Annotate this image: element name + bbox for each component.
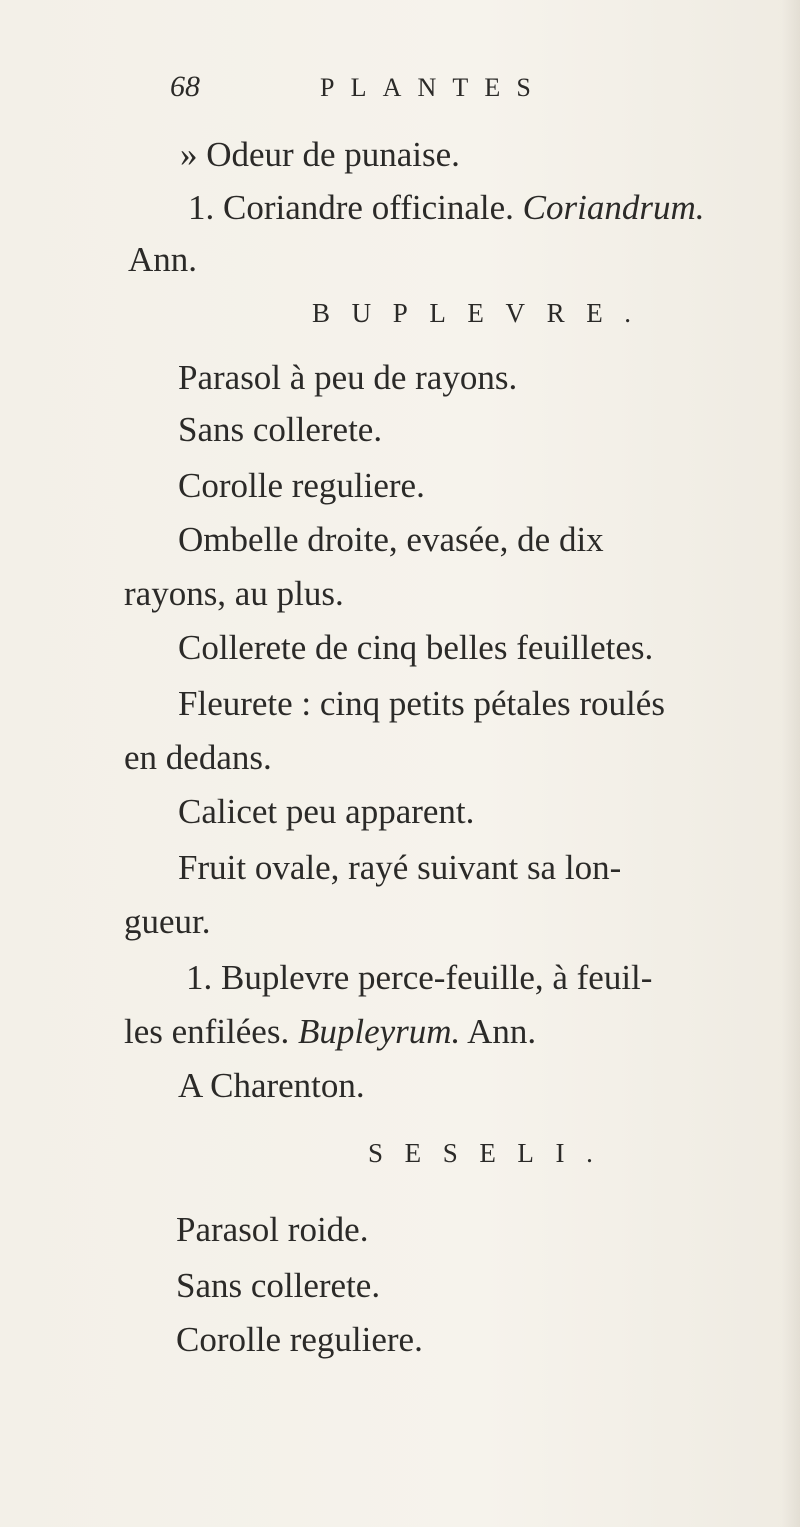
text-line — [124, 1012, 536, 1052]
text-line: Parasol à peu de rayons. — [178, 358, 518, 397]
text-line — [188, 188, 705, 228]
text-line: gueur. — [124, 902, 211, 941]
latin-name: Coriandrum. — [522, 188, 705, 227]
page-edge-shadow — [782, 0, 800, 1527]
text-line: Ombelle droite, evasée, de dix — [178, 520, 604, 559]
text-line: » Odeur de punaise. — [180, 135, 460, 174]
text-line: 1. Coriandre officinale. — [188, 188, 514, 227]
text-line: 1. Buplevre perce-feuille, à feuil- — [186, 958, 653, 997]
text-line: Fruit ovale, rayé suivant sa lon- — [178, 848, 622, 887]
text-line: Corolle reguliere. — [176, 1320, 423, 1359]
text-line: rayons, au plus. — [124, 574, 344, 613]
text-line: Calicet peu apparent. — [178, 792, 475, 831]
text-line: Ann. — [128, 240, 198, 279]
section-heading: SESELI. — [368, 1138, 615, 1168]
text-line: en dedans. — [124, 738, 272, 777]
text-line: Parasol roide. — [176, 1210, 369, 1249]
page-number: 68 — [170, 70, 200, 103]
text-line: Fleurete : cinq petits pétales roulés — [178, 684, 665, 723]
text-line: les enfilées. — [124, 1012, 290, 1051]
section-heading: BUPLEVRE. — [312, 298, 653, 328]
text-line: Corolle reguliere. — [178, 466, 425, 505]
latin-name: Bupleyrum. — [297, 1012, 461, 1051]
running-head: PLANTES — [320, 73, 547, 102]
page-header — [170, 70, 547, 104]
text-line: Sans collerete. — [178, 410, 383, 449]
text-line: Collerete de cinq belles feuilletes. — [178, 628, 654, 667]
text-line: A Charenton. — [178, 1066, 365, 1105]
text-line: Sans collerete. — [176, 1266, 381, 1305]
text-line: Ann. — [467, 1012, 537, 1051]
